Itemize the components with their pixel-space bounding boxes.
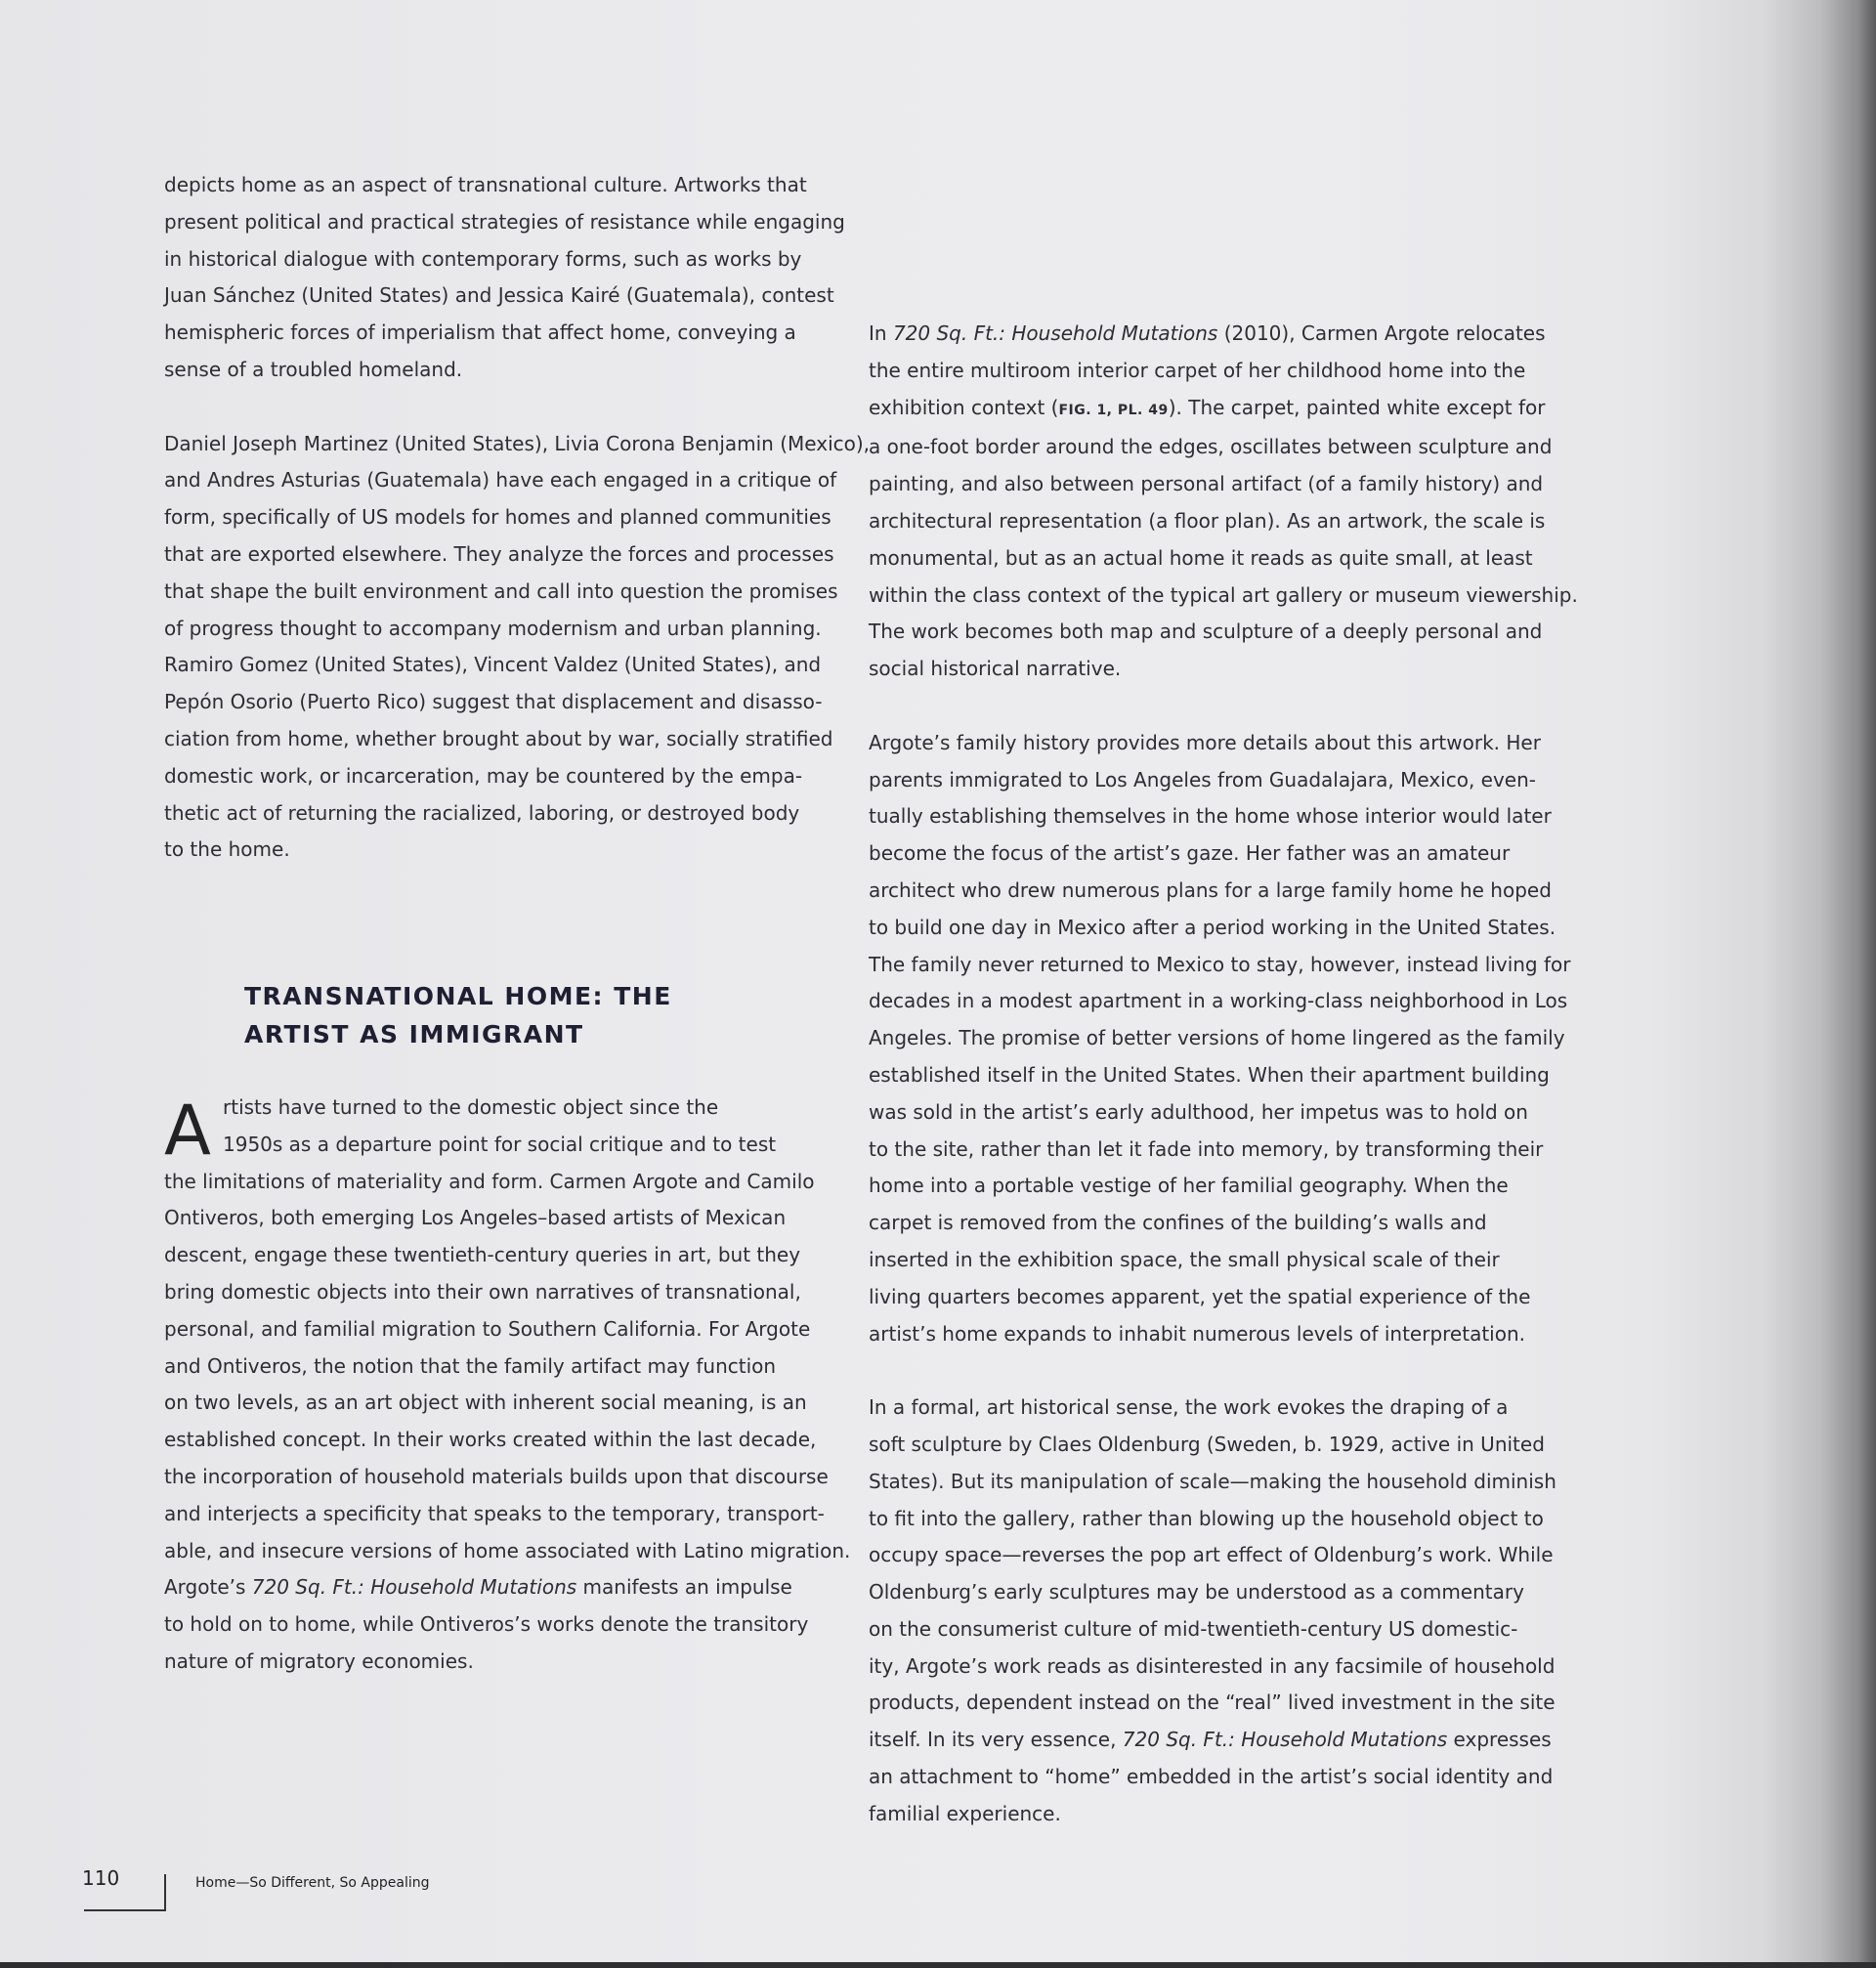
text-line: painting, and also between personal artifact (of a family history) and bbox=[869, 472, 1544, 496]
text-line: 1950s as a departure point for social critique and to test bbox=[223, 1132, 777, 1156]
text-line: soft sculpture by Claes Oldenburg (Sweden, b. 1929, active in United bbox=[869, 1432, 1545, 1456]
artwork-title: 720 Sq. Ft.: Household Mutations bbox=[1122, 1728, 1448, 1752]
footer-rule bbox=[164, 1874, 166, 1911]
text-line: that are exported elsewhere. They analyze the forces and processes bbox=[164, 541, 834, 566]
text-line: to the home. bbox=[164, 837, 290, 862]
text-line bbox=[164, 1569, 829, 1606]
text-line: descent, engage these twentieth-century queries in art, but they bbox=[164, 1243, 801, 1267]
text-line: thetic act of returning the racialized, laboring, or destroyed body bbox=[164, 800, 800, 825]
text-line: sense of a troubled homeland. bbox=[164, 357, 463, 381]
text-line: established itself in the United States. When their apartment building bbox=[869, 1062, 1550, 1087]
text-span: Argote’s bbox=[164, 1575, 252, 1600]
text-line: The family never returned to Mexico to stay, however, instead living for bbox=[869, 952, 1571, 976]
paragraph bbox=[164, 1090, 851, 1681]
text-line: In a formal, art historical sense, the work evokes the draping of a bbox=[869, 1395, 1509, 1420]
text-line: tually establishing themselves in the home whose interior would later bbox=[869, 804, 1552, 829]
text-span: (2010), Carmen Argote relocates bbox=[1217, 321, 1546, 345]
text-line: Daniel Joseph Martinez (United States), Livia Corona Benjamin (Mexico), bbox=[164, 431, 871, 455]
text-line: carpet is removed from the confines of the building’s walls and bbox=[869, 1211, 1487, 1235]
text-line: States). But its manipulation of scale—making the household diminish bbox=[869, 1469, 1556, 1493]
footer-rule bbox=[84, 1909, 165, 1911]
artwork-title: 720 Sq. Ft.: Household Mutations bbox=[251, 1575, 577, 1600]
left-column bbox=[164, 167, 871, 869]
text-line: bring domestic objects into their own narratives of transnational, bbox=[164, 1279, 801, 1304]
text-line bbox=[869, 1722, 1553, 1759]
text-line: home into a portable vestige of her familial geography. When the bbox=[869, 1174, 1509, 1198]
paragraph bbox=[869, 1390, 1556, 1833]
text-line: The work becomes both map and sculpture of a deeply personal and bbox=[869, 620, 1543, 644]
text-line: become the focus of the artist’s gaze. Her father was an amateur bbox=[869, 841, 1511, 866]
text-line: of progress thought to accompany modernism and urban planning. bbox=[164, 616, 822, 640]
text-line: to build one day in Mexico after a period working in the United States. bbox=[869, 915, 1556, 939]
text-line: Angeles. The promise of better versions of home lingered as the family bbox=[869, 1026, 1565, 1050]
text-line: ciation from home, whether brought about by war, socially stratified bbox=[164, 726, 833, 750]
text-line: familial experience. bbox=[869, 1801, 1061, 1825]
text-line: present political and practical strategies of resistance while engaging bbox=[164, 209, 845, 234]
text-line: form, specifically of US models for homes and planned communities bbox=[164, 505, 831, 530]
text-line: Pepón Osorio (Puerto Rico) suggest that displacement and disasso- bbox=[164, 690, 823, 714]
text-line bbox=[869, 316, 1553, 353]
text-line: social historical narrative. bbox=[869, 657, 1122, 681]
text-span: manifests an impulse bbox=[576, 1575, 792, 1600]
text-span: ). The carpet, painted white except for bbox=[1168, 395, 1546, 419]
text-line: architectural representation (a floor plan). As an artwork, the scale is bbox=[869, 508, 1546, 533]
text-line: parents immigrated to Los Angeles from Guadalajara, Mexico, even- bbox=[869, 767, 1537, 791]
figure-reference: FIG. 1, PL. 49 bbox=[1058, 402, 1169, 418]
paragraph bbox=[869, 316, 1578, 688]
text-line: able, and insecure versions of home associated with Latino migration. bbox=[164, 1538, 851, 1562]
text-line: and Andres Asturias (Guatemala) have each engaged in a critique of bbox=[164, 468, 837, 492]
text-line: architect who drew numerous plans for a large family home he hoped bbox=[869, 877, 1552, 902]
text-line: rtists have turned to the domestic object since the bbox=[223, 1095, 719, 1119]
text-span: exhibition context ( bbox=[869, 395, 1059, 419]
text-line: hemispheric forces of imperialism that affect home, conveying a bbox=[164, 321, 796, 345]
text-line: Ramiro Gomez (United States), Vincent Valdez (United States), and bbox=[164, 653, 822, 677]
text-line: on the consumerist culture of mid-twentieth-century US domestic- bbox=[869, 1616, 1518, 1641]
text-line: occupy space—reverses the pop art effect of Oldenburg’s work. While bbox=[869, 1543, 1554, 1567]
text-line: living quarters becomes apparent, yet the spatial experience of the bbox=[869, 1284, 1531, 1308]
artwork-title: 720 Sq. Ft.: Household Mutations bbox=[892, 321, 1218, 345]
right-column bbox=[869, 316, 1578, 1833]
heading-line: ARTIST AS IMMIGRANT bbox=[244, 1020, 584, 1048]
text-line: the entire multiroom interior carpet of her childhood home into the bbox=[869, 358, 1526, 382]
text-span: expresses bbox=[1447, 1728, 1552, 1752]
text-line: established concept. In their works created within the last decade, bbox=[164, 1428, 817, 1452]
text-line: and Ontiveros, the notion that the family artifact may function bbox=[164, 1353, 777, 1378]
text-line: that shape the built environment and call into question the promises bbox=[164, 578, 838, 603]
text-line: the limitations of materiality and form. Carmen Argote and Camilo bbox=[164, 1169, 815, 1193]
page-number: 110 bbox=[82, 1866, 120, 1890]
text-line: and interjects a specificity that speaks to the temporary, transport- bbox=[164, 1501, 825, 1525]
paragraph bbox=[869, 725, 1571, 1353]
text-line: in historical dialogue with contemporary forms, such as works by bbox=[164, 246, 802, 271]
text-line: decades in a modest apartment in a working-class neighborhood in Los bbox=[869, 989, 1568, 1013]
text-line: personal, and familial migration to Southern California. For Argote bbox=[164, 1316, 811, 1341]
left-column-section bbox=[164, 1090, 851, 1681]
heading-line: TRANSNATIONAL HOME: THE bbox=[244, 982, 672, 1010]
text-line: monumental, but as an actual home it reads as quite small, at least bbox=[869, 545, 1533, 570]
text-line: domestic work, or incarceration, may be countered by the empa- bbox=[164, 763, 803, 788]
text-line: the incorporation of household materials builds upon that discourse bbox=[164, 1464, 829, 1488]
text-line: an attachment to “home” embedded in the artist’s social identity and bbox=[869, 1765, 1554, 1789]
text-line: Juan Sánchez (United States) and Jessica Kairé (Guatemala), contest bbox=[164, 283, 834, 308]
text-line: within the class context of the typical art gallery or museum viewership. bbox=[869, 582, 1578, 607]
text-line: inserted in the exhibition space, the small physical scale of their bbox=[869, 1247, 1500, 1271]
text-line: Ontiveros, both emerging Los Angeles–based artists of Mexican bbox=[164, 1206, 787, 1230]
text-line: products, dependent instead on the “real” lived investment in the site bbox=[869, 1690, 1556, 1715]
page-edge bbox=[0, 1962, 1876, 1968]
text-line: to the site, rather than let it fade into memory, by transforming their bbox=[869, 1136, 1544, 1161]
section-heading bbox=[244, 977, 672, 1053]
text-line: to hold on to home, while Ontiveros’s works denote the transitory bbox=[164, 1612, 809, 1637]
text-line: was sold in the artist’s early adulthood, her impetus was to hold on bbox=[869, 1099, 1528, 1124]
text-line: depicts home as an aspect of transnational culture. Artworks that bbox=[164, 173, 807, 196]
running-title: Home—So Different, So Appealing bbox=[195, 1875, 430, 1891]
text-line: on two levels, as an art object with inherent social meaning, is an bbox=[164, 1390, 807, 1415]
text-line: Argote’s family history provides more details about this artwork. Her bbox=[869, 730, 1541, 754]
text-line: ity, Argote’s work reads as disinterested in any facsimile of household bbox=[869, 1653, 1556, 1678]
text-line: nature of migratory economies. bbox=[164, 1648, 474, 1673]
text-line: Oldenburg’s early sculptures may be understood as a commentary bbox=[869, 1580, 1524, 1604]
text-line: a one-foot border around the edges, oscillates between sculpture and bbox=[869, 435, 1553, 459]
paragraph bbox=[164, 426, 871, 870]
text-line: artist’s home expands to inhabit numerous levels of interpretation. bbox=[869, 1321, 1526, 1346]
text-line bbox=[869, 390, 1553, 430]
drop-cap: A bbox=[164, 1091, 211, 1171]
text-line: to fit into the gallery, rather than blowing up the household object to bbox=[869, 1506, 1544, 1530]
paragraph bbox=[164, 167, 845, 389]
text-span: itself. In its very essence, bbox=[869, 1728, 1123, 1752]
text-span: In bbox=[869, 321, 893, 345]
